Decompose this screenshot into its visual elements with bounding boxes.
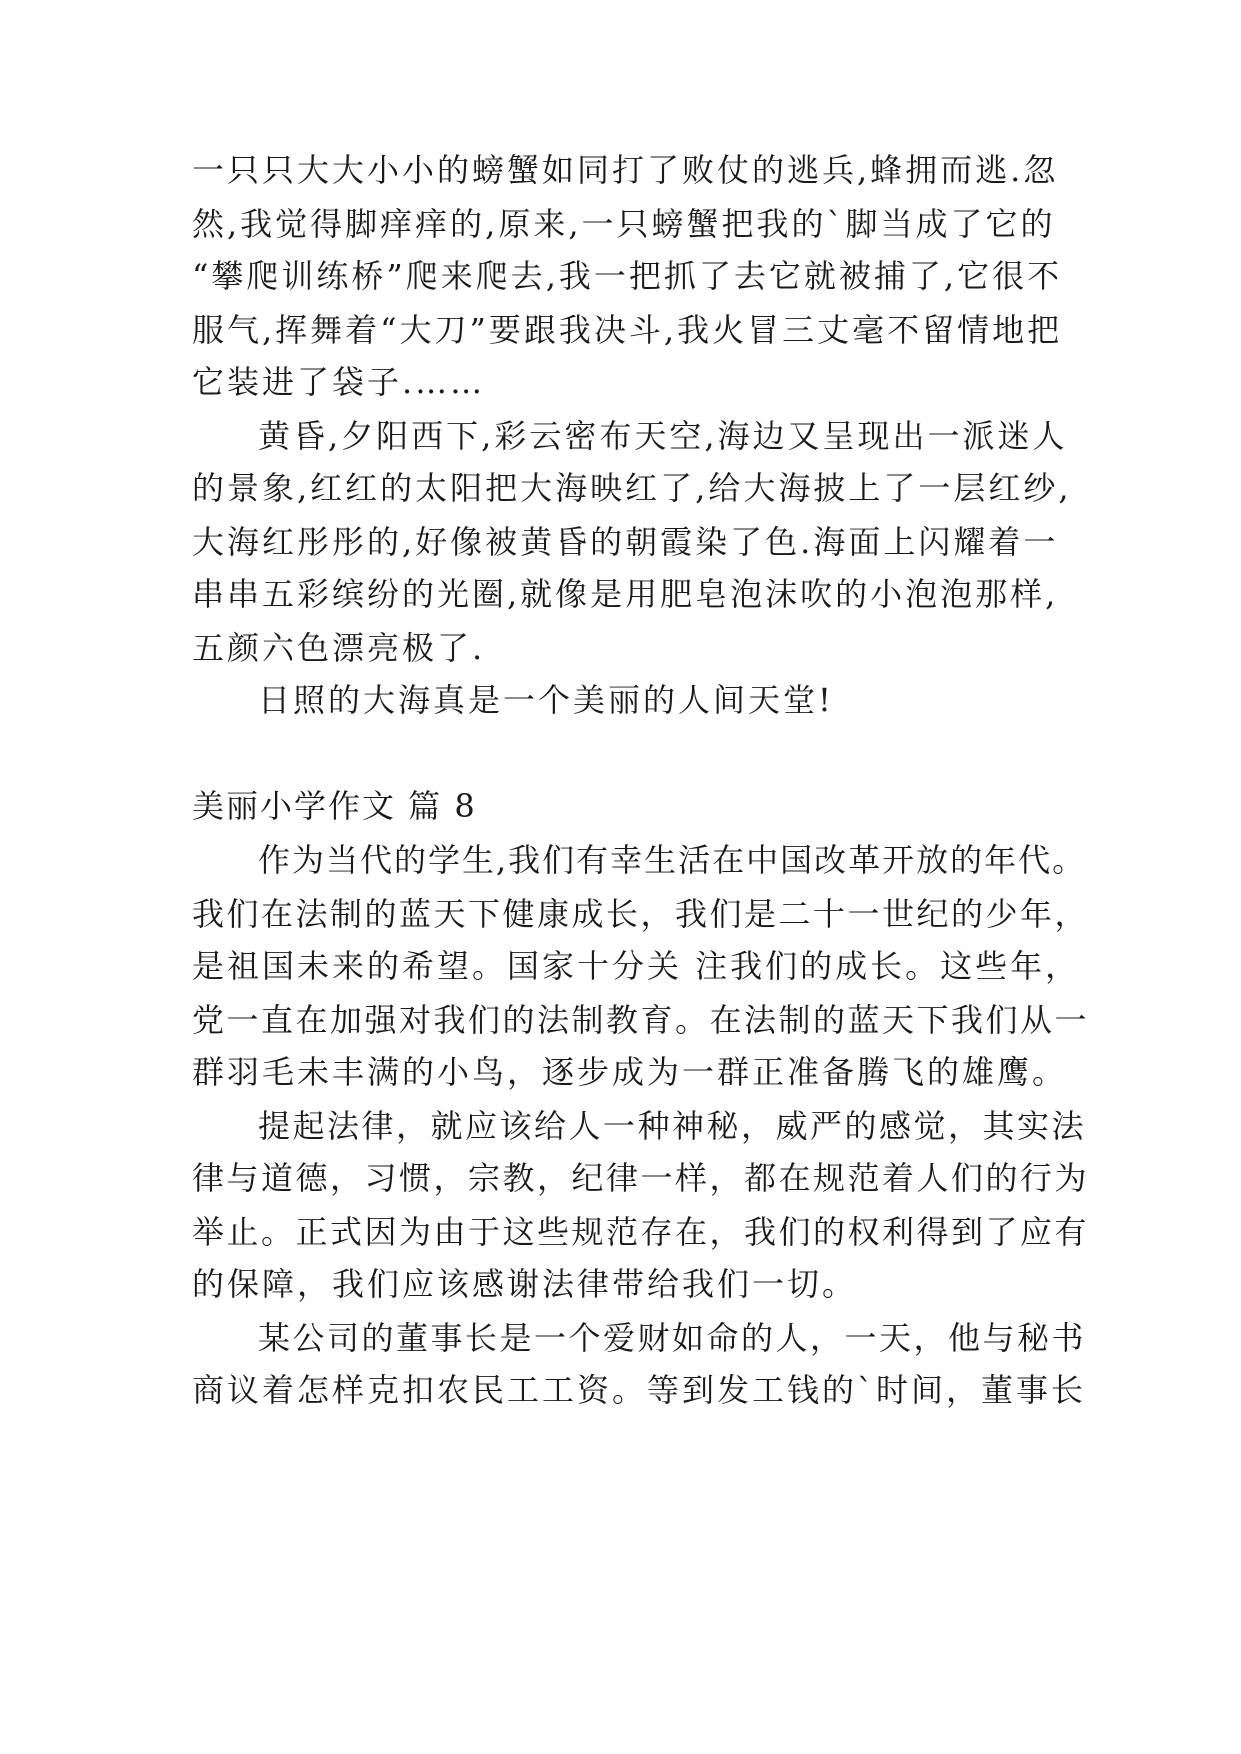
text-line: 然,我觉得脚痒痒的,原来,一只螃蟹把我的`脚当成了它的 <box>192 205 1056 243</box>
text-line: 的保障，我们应该感谢法律带给我们一切。 <box>192 1265 858 1303</box>
section-heading: 美丽小学作文 篇 8 <box>192 787 477 825</box>
text-line: 服气,挥舞着“大刀”要跟我决斗,我火冒三丈毫不留情地把 <box>192 311 1063 349</box>
text-line: 是祖国未来的希望。国家十分关 注我们的成长。这些年， <box>192 947 1081 985</box>
text-line: 串串五彩缤纷的光圈,就像是用肥皂泡沫吹的小泡泡那样, <box>192 575 1059 613</box>
text-line: 黄昏,夕阳西下,彩云密布天空,海边又呈现出一派迷人 <box>258 417 1068 455</box>
text-line: 五颜六色漂亮极了. <box>192 629 486 667</box>
text-line: 律与道德，习惯，宗教，纪律一样，都在规范着人们的行为 <box>192 1159 1090 1197</box>
text-line: 一只只大大小小的螃蟹如同打了败仗的逃兵,蜂拥而逃.忽 <box>192 151 1059 189</box>
text-line: 举止。正式因为由于这些规范存在，我们的权利得到了应有 <box>192 1213 1090 1251</box>
text-line: 大海红彤彤的,好像被黄昏的朝霞染了色.海面上闪耀着一 <box>192 523 1059 561</box>
text-line: 的景象,红红的太阳把大海映红了,给大海披上了一层红纱, <box>192 469 1072 507</box>
text-line: 商议着怎样克扣农民工工资。等到发工钱的`时间，董事长 <box>192 1371 1087 1409</box>
text-line: 它装进了袋子.…… <box>192 363 486 401</box>
text-line: 日照的大海真是一个美丽的人间天堂! <box>258 681 834 719</box>
text-line: 某公司的董事长是一个爱财如命的人，一天，他与秘书 <box>258 1319 1087 1357</box>
text-line: 群羽毛未丰满的小鸟，逐步成为一群正准备腾飞的雄鹰。 <box>192 1053 1068 1091</box>
text-line: 党一直在加强对我们的法制教育。在法制的蓝天下我们从一 <box>192 1001 1090 1039</box>
text-line: 提起法律，就应该给人一种神秘，威严的感觉，其实法 <box>258 1107 1087 1145</box>
text-line: 我们在法制的蓝天下健康成长，我们是二十一世纪的少年， <box>192 895 1090 933</box>
text-line: “攀爬训练桥”爬来爬去,我一把抓了去它就被捕了,它很不 <box>192 257 1063 295</box>
text-line: 作为当代的学生,我们有幸生活在中国改革开放的年代。 <box>258 841 1087 879</box>
